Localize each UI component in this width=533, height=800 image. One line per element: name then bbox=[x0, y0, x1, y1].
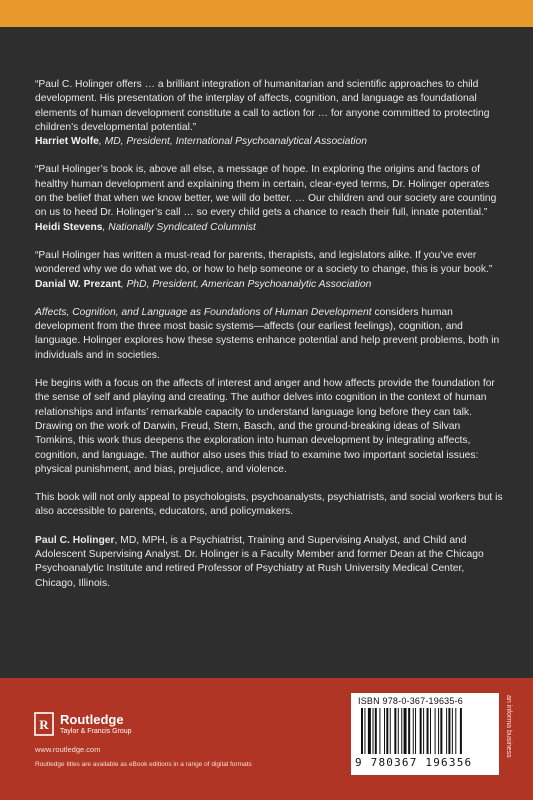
informa-tag bbox=[503, 693, 513, 775]
description-text: considers human development from the three most basic systems—affects (our earliest feelings), cognition, and language. Holinger explores how these systems enhance potential and help prevent problems, both in individuals and in societies. bbox=[35, 306, 500, 361]
author-name: Paul C. Holinger bbox=[35, 534, 115, 546]
endorsement-attribution bbox=[35, 135, 503, 149]
ebook-note: Routledge titles are available as eBook editions in a range of digital formats bbox=[35, 761, 252, 768]
endorsement bbox=[35, 78, 503, 149]
top-color-band bbox=[0, 0, 533, 27]
endorsement-attribution bbox=[35, 221, 503, 235]
publisher-name: Routledge bbox=[60, 711, 124, 727]
endorser-name: Heidi Stevens bbox=[35, 221, 103, 233]
isbn-label: ISBN 978-0-367-19635-6 bbox=[358, 696, 463, 706]
description-paragraph bbox=[35, 306, 503, 363]
endorsement-quote: “Paul Holinger’s book is, above all else, a message of hope. In exploring the origins and factors of healthy human development and explaining them in certain, clear-eyed terms, Dr. Holinger operates on the belief that when we know better, we will do better. … Our children and our society are counting on us to heed Dr. Holinger’s call … so every child gets a chance to reach their full, innate potential.” bbox=[35, 164, 497, 219]
book-title: Affects, Cognition, and Language as Foundations of Human Development bbox=[35, 306, 372, 318]
endorser-title: , MD, President, International Psychoanalytical Association bbox=[98, 136, 367, 148]
endorsement bbox=[35, 249, 503, 292]
endorser-title: , PhD, President, American Psychoanalytic Association bbox=[120, 278, 372, 290]
svg-text:R: R bbox=[39, 717, 49, 732]
publisher-logo bbox=[34, 712, 132, 736]
barcode-digits: 9 780367 196356 bbox=[355, 756, 473, 769]
author-bio-text: , MD, MPH, is a Psychiatrist, Training and Supervising Analyst, and Child and Adolescent Supervising Analyst. Dr. Holinger is a Faculty Member and former Dean at the Chicago Psychoanalytic Institute and retired Professor of Psychiatry at Rush University Medical Center, Chicago, Illinois. bbox=[35, 534, 484, 589]
endorsement-quote: “Paul C. Holinger offers … a brilliant integration of humanitarian and scientific approaches to child development. His presentation of the interplay of affects, cognition, and language as foundational elements of human development constitute a call to action for … for anyone committed to protecting children’s developmental potential.” bbox=[35, 79, 490, 133]
endorsement-quote: “Paul Holinger has written a must-read for parents, therapists, and legislators alike. If you’ve ever wondered why we do what we do, or how to help someone or a society to change, this is your book.” bbox=[35, 249, 493, 276]
back-cover-text bbox=[35, 78, 503, 605]
routledge-logo-icon bbox=[34, 712, 54, 736]
informa-text: an informa business bbox=[505, 695, 512, 758]
endorsement bbox=[35, 163, 503, 234]
endorser-title: , Nationally Syndicated Columnist bbox=[102, 221, 256, 233]
publisher-group: Taylor & Francis Group bbox=[60, 727, 132, 735]
publisher-url[interactable]: www.routledge.com bbox=[35, 745, 101, 754]
barcode-panel bbox=[351, 693, 499, 775]
description-paragraph: This book will not only appeal to psychologists, psychoanalysts, psychiatrists, and social workers but is also accessible to parents, educators, and policymakers. bbox=[35, 492, 503, 518]
endorser-name: Danial W. Prezant bbox=[35, 278, 121, 290]
endorsement-attribution bbox=[35, 278, 503, 292]
barcode-icon bbox=[361, 708, 489, 754]
author-bio bbox=[35, 534, 503, 591]
endorser-name: Harriet Wolfe bbox=[35, 136, 99, 148]
description-paragraph: He begins with a focus on the affects of interest and anger and how affects provide the foundation for the sense of self and playing and creating. The author delves into cognition in the context of human relationships and infants’ remarkable capacity to understand language long before they can talk. Drawing on the work of Darwin, Freud, Stern, Basch, and the ground-breaking ideas of Silvan Tomkins, this work thus deepens the exploration into human development by integrating affects, cognition, and language. The author also uses this triad to examine two important societal issues: physical punishment, and bias, prejudice, and violence. bbox=[35, 378, 495, 475]
